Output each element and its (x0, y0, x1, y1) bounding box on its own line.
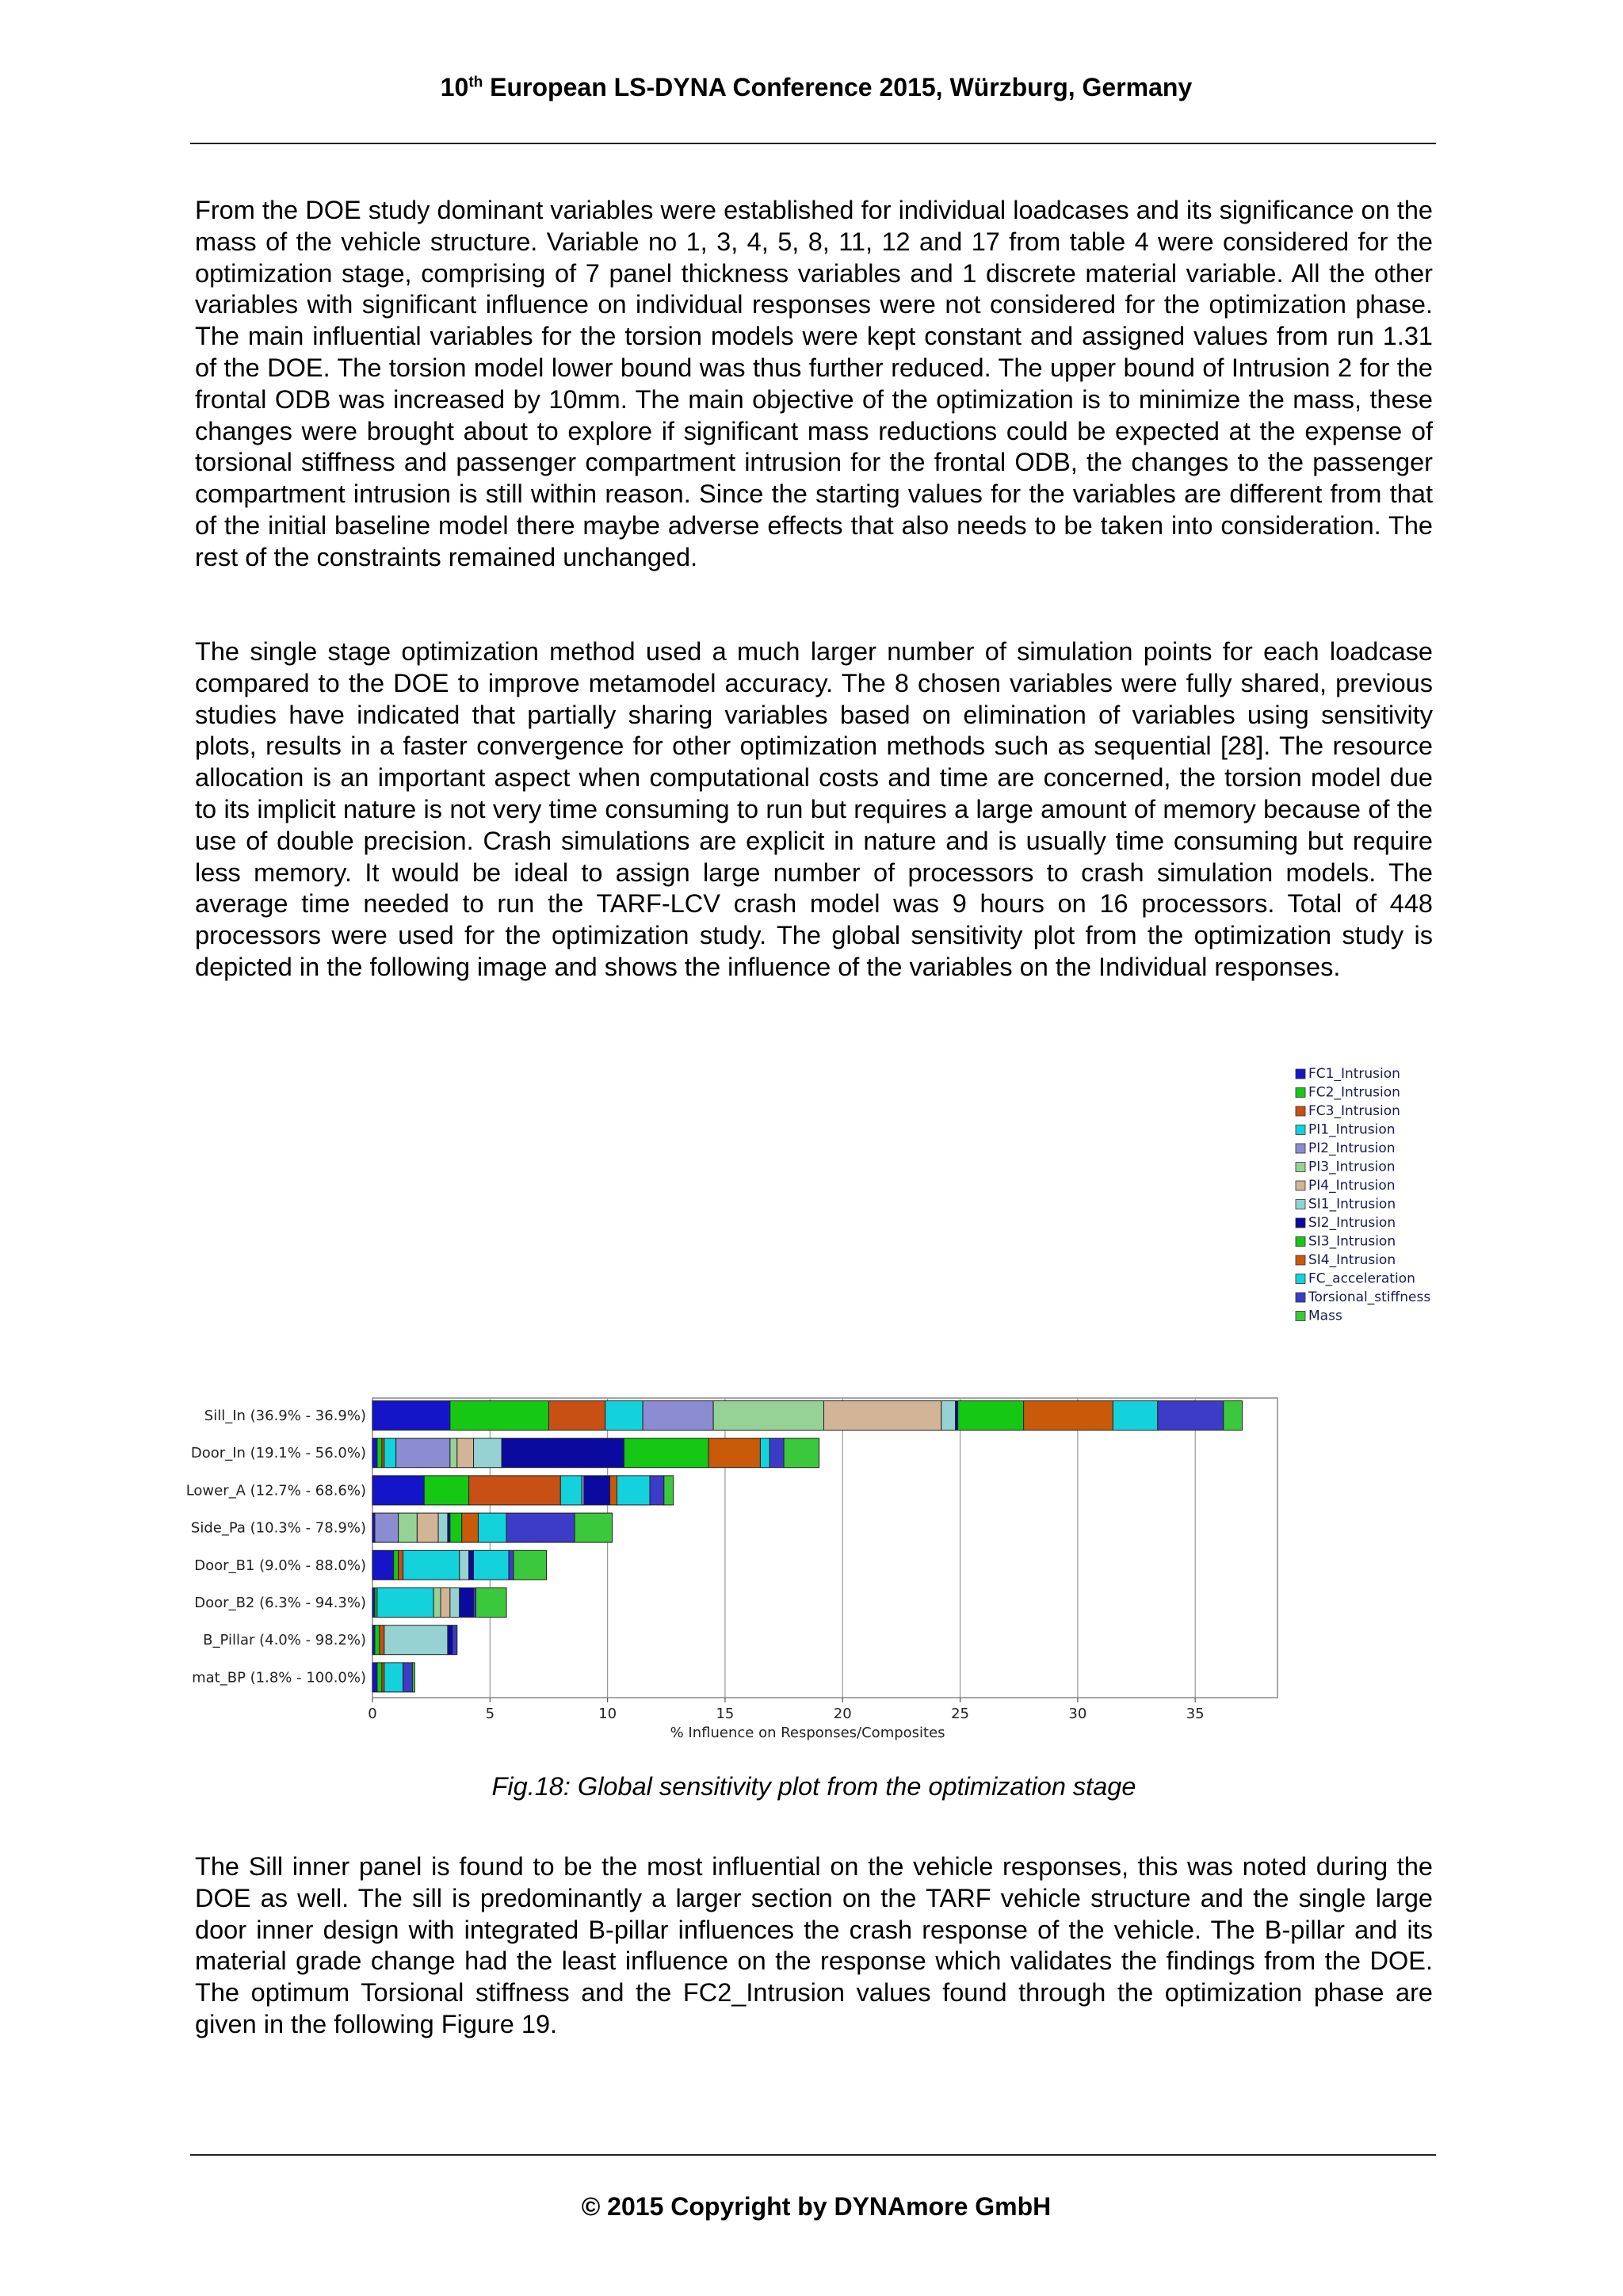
bar-1-5 (450, 1438, 457, 1468)
x-tick-label-1: 5 (485, 1706, 495, 1722)
page-header (190, 73, 1442, 102)
legend-label-12: Torsional_stiffness (1308, 1289, 1431, 1305)
bar-5-7 (450, 1588, 460, 1618)
bar-2-8 (584, 1476, 610, 1505)
paragraph-3: The Sill inner panel is found to be the most influential on the vehicle responses, this was noted during the DOE as well. The sill is predominantly a larger section on the TARF vehicle structure and the single large door inner design with integrated B-pillar influences the crash response of the vehicle. The B-pillar and its material grade change had the least influence on the response which validates the findings from the DOE. The optimum Torsional stiffness and the FC2_Intrusion values found through the optimization phase are given in the following Figure 19. (195, 1852, 1433, 2038)
bar-1-10 (708, 1438, 760, 1468)
category-label-2: Lower_A (12.7% - 68.6%) (185, 1482, 366, 1499)
bar-0-13 (1224, 1401, 1243, 1431)
bar-1-1 (377, 1438, 382, 1468)
bar-1-12 (769, 1438, 784, 1468)
legend-label-11: FC_acceleration (1308, 1270, 1415, 1287)
bar-5-13 (476, 1588, 507, 1618)
bar-7-0 (372, 1663, 377, 1692)
bar-4-11 (474, 1550, 509, 1580)
bar-0-0 (372, 1401, 450, 1431)
bar-2-10 (610, 1476, 617, 1505)
bar-0-9 (958, 1401, 1024, 1431)
bar-4-8 (469, 1550, 474, 1580)
bar-1-11 (760, 1438, 769, 1468)
bar-3-12 (506, 1513, 575, 1542)
bar-6-7 (384, 1626, 448, 1655)
legend-swatch-5 (1296, 1163, 1305, 1172)
category-label-1: Door_In (19.1% - 56.0%) (190, 1445, 366, 1462)
bar-5-8 (460, 1588, 474, 1618)
bar-6-8 (448, 1626, 453, 1655)
legend-label-4: PI2_Intrusion (1308, 1140, 1396, 1156)
bar-2-3 (560, 1476, 582, 1505)
bar-1-7 (474, 1438, 502, 1468)
x-tick-label-5: 25 (951, 1706, 970, 1722)
bar-3-11 (478, 1513, 506, 1542)
bar-3-13 (575, 1513, 612, 1542)
x-tick-label-0: 0 (368, 1706, 377, 1722)
bar-7-12 (403, 1663, 413, 1692)
legend-label-0: FC1_Intrusion (1308, 1066, 1400, 1082)
header-ordinal: 10 (440, 73, 469, 101)
bar-4-7 (460, 1550, 469, 1580)
bar-1-8 (502, 1438, 624, 1468)
legend-swatch-4 (1296, 1144, 1305, 1153)
bar-0-4 (643, 1401, 713, 1431)
bar-3-9 (450, 1513, 462, 1542)
paragraph-1: From the DOE study dominant variables were established for individual loadcases and its significance on the mass of the vehicle structure. Variable no 1, 3, 4, 5, 8, 11, 12 and 17 from table 4 were considered for the optimization stage, comprising of 7 panel thickness variables and 1 discrete material variable. All the other variables with significant influence on individual responses were not considered for the optimization phase. The main influential variables for the torsion models were kept constant and assigned values from run 1.31 of the DOE. The torsion model lower bound was thus further reduced. The upper bound of Intrusion 2 for the frontal ODB was increased by 10mm. The main objective of the optimization is to minimize the mass, these changes were brought about to explore if significant mass reductions could be expected at the expense of torsional stiffness and passenger compartment intrusion for the frontal ODB, the changes to the passenger compartment intrusion is still within reason. Since the starting values for the variables are different from that of the initial baseline model there maybe adverse effects that also needs to be taken into consideration. The rest of the constraints remained unchanged. (195, 196, 1433, 571)
legend-label-13: Mass (1308, 1308, 1342, 1324)
x-tick-label-3: 15 (716, 1706, 735, 1722)
header-ordinal-suffix: th (468, 74, 483, 91)
x-tick-label-6: 30 (1068, 1706, 1087, 1722)
bar-2-13 (664, 1476, 674, 1505)
legend-label-8: SI2_Intrusion (1308, 1215, 1396, 1231)
page-footer: © 2015 Copyright by DYNAmore GmbH (581, 2192, 1052, 2221)
bar-1-6 (457, 1438, 474, 1468)
bar-3-7 (438, 1513, 448, 1542)
bar-4-12 (509, 1550, 514, 1580)
figure-caption: Fig.18: Global sensitivity plot from the optimization stage (491, 1772, 1136, 1801)
bar-3-6 (417, 1513, 438, 1542)
bar-4-2 (399, 1550, 403, 1580)
bar-0-7 (941, 1401, 956, 1431)
bar-4-0 (372, 1550, 394, 1580)
category-label-7: mat_BP (1.8% - 100.0%) (192, 1669, 366, 1687)
bar-7-11 (384, 1663, 403, 1692)
bar-1-9 (624, 1438, 708, 1468)
legend-label-2: FC3_Intrusion (1308, 1103, 1400, 1119)
header-title: European LS-DYNA Conference 2015, Würzburg, Germany (483, 73, 1193, 101)
bar-2-1 (424, 1476, 468, 1505)
legend-swatch-3 (1296, 1125, 1305, 1135)
bar-0-12 (1158, 1401, 1224, 1431)
bar-5-5 (433, 1588, 441, 1618)
bar-3-4 (375, 1513, 399, 1542)
bar-2-11 (617, 1476, 650, 1505)
bar-6-2 (380, 1626, 384, 1655)
paragraph-2: The single stage optimization method used a much larger number of simulation points for each loadcase compared to the DOE to improve metamodel accuracy. The 8 chosen variables were fully shared, previous studies have indicated that partially sharing variables based on elimination of variables using sensitivity plots, results in a faster convergence for other optimization methods such as sequential [28]. The resource allocation is an important aspect when computational costs and time are concerned, the torsion model due to its implicit nature is not very time consuming to run but requires a large amount of memory because of the use of double precision. Crash simulations are explicit in nature and is usually time consuming but require less memory. It would be ideal to assign large number of processors to crash simulation models. The average time needed to run the TARF-LCV crash model was 9 hours on 16 processors. Total of 448 processors were used for the optimization study. The global sensitivity plot from the optimization study is depicted in the following image and shows the influence of the variables on the Individual responses. (195, 637, 1433, 981)
bar-7-13 (412, 1663, 414, 1692)
bar-1-0 (372, 1438, 377, 1468)
bar-0-10 (1024, 1401, 1113, 1431)
bar-3-5 (399, 1513, 418, 1542)
bar-0-5 (713, 1401, 823, 1431)
bar-0-11 (1113, 1401, 1157, 1431)
category-label-4: Door_B1 (9.0% - 88.0%) (194, 1557, 366, 1574)
bar-5-3 (377, 1588, 433, 1618)
bar-0-6 (824, 1401, 941, 1431)
legend-label-9: SI3_Intrusion (1308, 1233, 1396, 1250)
legend-swatch-12 (1296, 1293, 1305, 1302)
bar-4-3 (403, 1550, 460, 1580)
bar-7-1 (377, 1663, 382, 1692)
bar-4-1 (394, 1550, 399, 1580)
sensitivity-chart (182, 1062, 1450, 1759)
legend-swatch-1 (1296, 1088, 1305, 1098)
x-axis-label: % Influence on Responses/Composites (670, 1725, 945, 1741)
legend-swatch-8 (1296, 1218, 1305, 1228)
x-tick-label-2: 10 (598, 1706, 617, 1722)
legend-label-6: PI4_Intrusion (1308, 1178, 1396, 1194)
bar-0-1 (450, 1401, 549, 1431)
bar-6-1 (375, 1626, 380, 1655)
bar-2-2 (469, 1476, 561, 1505)
bar-2-12 (650, 1476, 664, 1505)
legend-swatch-11 (1296, 1274, 1305, 1284)
bar-6-12 (453, 1626, 457, 1655)
bar-3-10 (462, 1513, 479, 1542)
bar-1-3 (384, 1438, 396, 1468)
bar-1-4 (396, 1438, 450, 1468)
legend-swatch-13 (1296, 1312, 1305, 1321)
bar-1-13 (784, 1438, 819, 1468)
legend-label-10: SI4_Intrusion (1308, 1252, 1396, 1268)
header-rule (190, 143, 1436, 144)
x-tick-label-7: 35 (1186, 1706, 1205, 1722)
category-label-5: Door_B2 (6.3% - 94.3%) (194, 1595, 366, 1611)
legend-label-5: PI3_Intrusion (1308, 1159, 1396, 1175)
legend-label-7: SI1_Intrusion (1308, 1196, 1396, 1213)
legend-swatch-7 (1296, 1200, 1305, 1209)
legend-swatch-2 (1296, 1106, 1305, 1116)
legend-label-1: FC2_Intrusion (1308, 1084, 1400, 1101)
bar-4-13 (514, 1550, 547, 1580)
x-tick-label-4: 20 (833, 1706, 852, 1722)
legend-label-3: PI1_Intrusion (1308, 1121, 1396, 1138)
category-label-6: B_Pillar (4.0% - 98.2%) (203, 1632, 366, 1649)
bar-2-0 (372, 1476, 424, 1505)
category-label-3: Side_Pa (10.3% - 78.9%) (190, 1519, 366, 1537)
category-label-0: Sill_In (36.9% - 36.9%) (204, 1408, 366, 1424)
footer-rule (190, 2154, 1436, 2156)
bar-5-6 (441, 1588, 450, 1618)
legend-swatch-10 (1296, 1255, 1305, 1265)
bar-0-2 (548, 1401, 605, 1431)
legend-swatch-0 (1296, 1069, 1305, 1079)
legend-swatch-6 (1296, 1181, 1305, 1190)
bar-0-3 (605, 1401, 643, 1431)
legend-swatch-9 (1296, 1237, 1305, 1247)
